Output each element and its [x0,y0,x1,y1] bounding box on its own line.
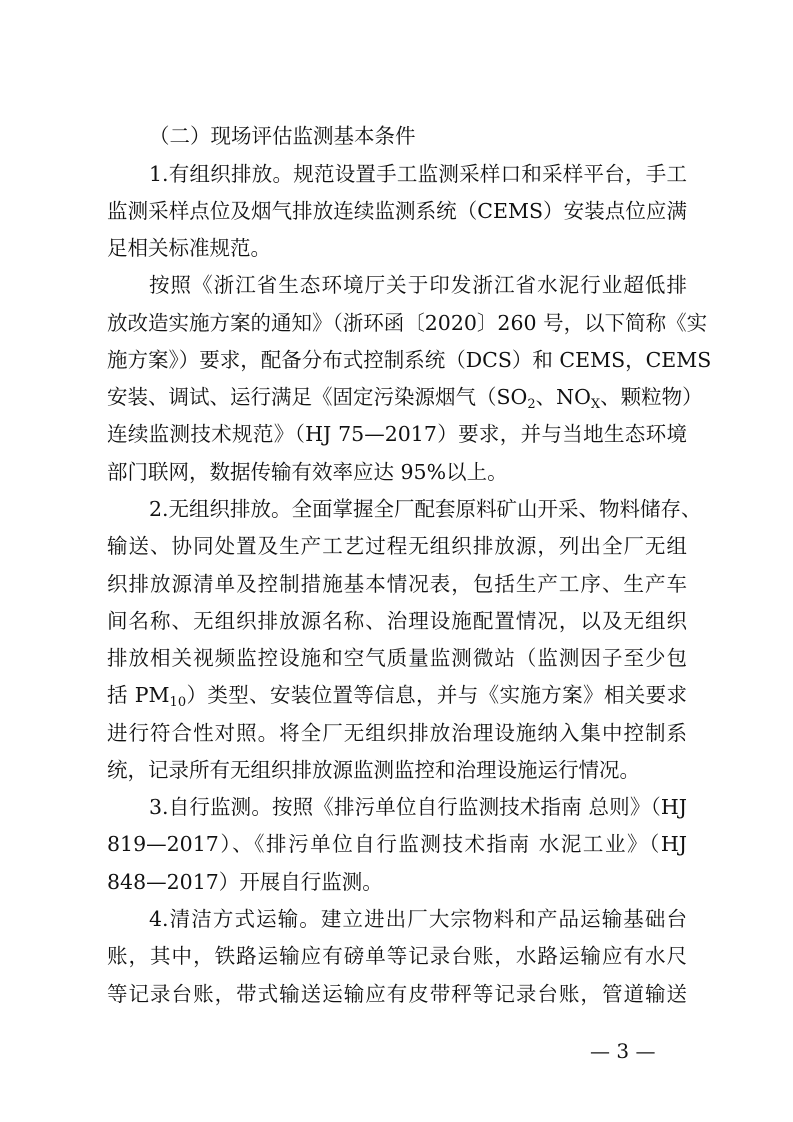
paragraph-line: 放改造实施方案的通知》（浙环函〔2020〕260 号，以下简称《实 [107,311,708,335]
paragraph-line: 施方案》）要求，配备分布式控制系统（DCS）和 CEMS，CEMS [107,348,712,372]
paragraph-line: 部门联网，数据传输有效率应达 95%以上。 [107,460,508,484]
subscript: X [590,397,601,412]
subscript: 10 [169,695,187,710]
paragraph-line: 间名称、无组织排放源名称、治理设施配置情况，以及无组织 [107,609,687,633]
paragraph-line: 进行符合性对照。将全厂无组织排放治理设施纳入集中控制系 [107,721,687,745]
paragraph-line: 足相关标准规范。 [107,236,271,260]
text-segment: 、NO [535,385,591,409]
paragraph-line: 统，记录所有无组织排放源监测监控和治理设施运行情况。 [107,758,640,782]
paragraph-line-with-subscripts [107,379,703,415]
paragraph-line-with-subscripts [107,677,687,713]
section-heading: （二）现场评估监测基本条件 [149,124,416,148]
subscript: 2 [527,397,536,412]
paragraph-line: 按照《浙江省生态环境厅关于印发浙江省水泥行业超低排 [149,273,687,297]
paragraph-line: 848—2017）开展自行监测。 [107,870,383,894]
paragraph-line: 账，其中，铁路运输应有磅单等记录台账，水路运输应有水尺 [107,944,687,968]
paragraph-line: 织排放源清单及控制措施基本情况表，包括生产工序、生产车 [107,572,687,596]
text-segment: ）类型、安装位置等信息，并与《实施方案》相关要求 [186,683,687,707]
paragraph-line: 排放相关视频监控设施和空气质量监测微站（监测因子至少包 [107,646,687,670]
paragraph-line: 1.有组织排放。规范设置手工监测采样口和采样平台，手工 [149,162,687,186]
paragraph-line: 4.清洁方式运输。建立进出厂大宗物料和产品运输基础台 [149,907,687,931]
text-segment: 括 PM [107,683,170,707]
paragraph-line: 连续监测技术规范》（HJ 75—2017）要求，并与当地生态环境 [107,422,687,446]
paragraph-line: 819—2017）、《排污单位自行监测技术指南 水泥工业》（HJ [107,832,687,856]
text-segment: 、颗粒物） [600,385,703,409]
paragraph-line: 3.自行监测。按照《排污单位自行监测技术指南 总则》（HJ [149,795,687,819]
text-segment: 安装、调试、运行满足《固定污染源烟气（SO [107,385,528,409]
paragraph-line: 输送、协同处置及生产工艺过程无组织排放源，列出全厂无组 [107,534,687,558]
page-number: — 3 — [590,1039,656,1063]
paragraph-line: 2.无组织排放。全面掌握全厂配套原料矿山开采、物料储存、 [149,497,702,521]
paragraph-line: 监测采样点位及烟气排放连续监测系统（CEMS）安装点位应满 [107,199,687,223]
paragraph-line: 等记录台账，带式输送运输应有皮带秤等记录台账，管道输送 [107,982,687,1006]
